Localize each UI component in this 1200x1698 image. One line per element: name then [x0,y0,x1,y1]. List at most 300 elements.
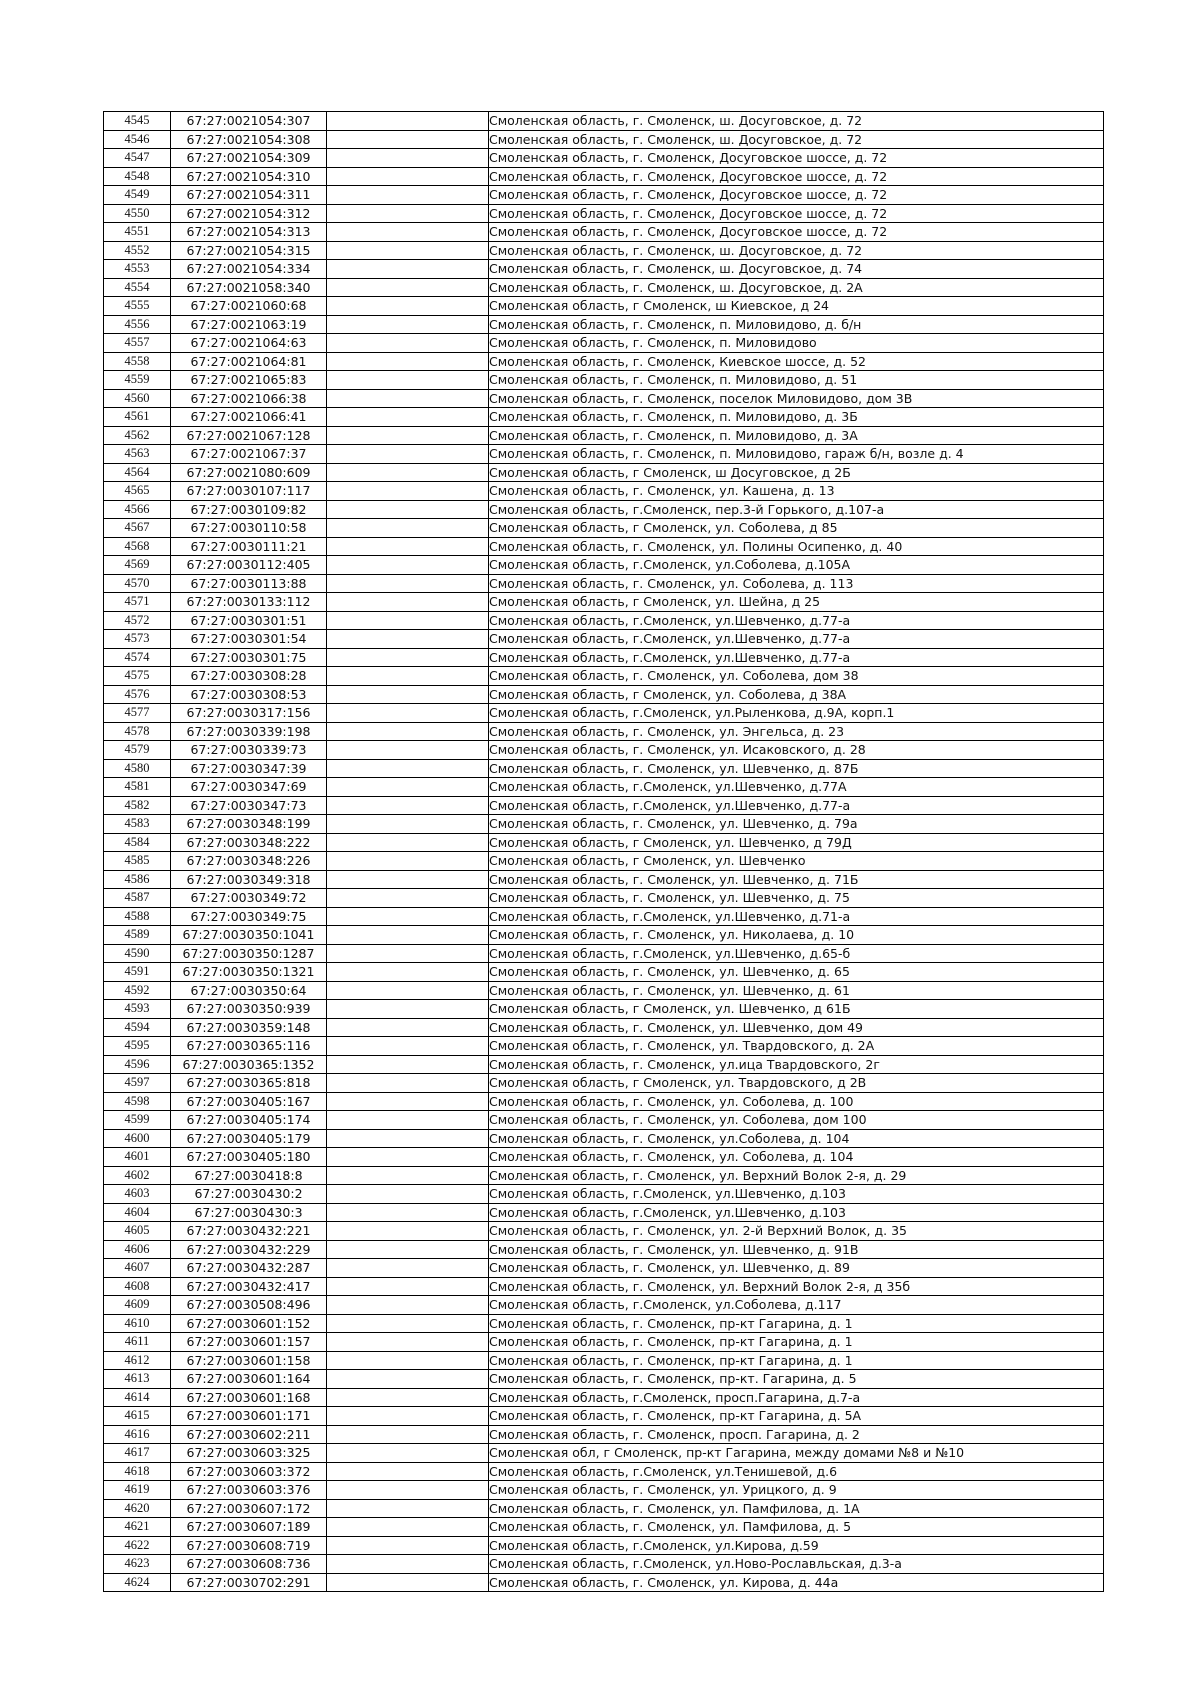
table-row [104,482,1104,501]
cadastral-number-cell: 67:27:0030350:1287 [171,944,327,963]
table-row [104,1555,1104,1574]
address-cell: Смоленская область, г. Смоленск, ул. Николаева, д. 10 [489,926,1104,945]
row-number-cell: 4573 [104,630,171,649]
cadastral-number-cell: 67:27:0021054:312 [171,204,327,223]
row-number-cell: 4617 [104,1444,171,1463]
address-cell: Смоленская область, г. Смоленск, пр-кт. Гагарина, д. 5 [489,1370,1104,1389]
empty-cell [327,1259,489,1278]
table-row [104,704,1104,723]
cadastral-number-cell: 67:27:0021064:63 [171,334,327,353]
empty-cell [327,1573,489,1592]
row-number-cell: 4608 [104,1277,171,1296]
empty-cell [327,260,489,279]
address-cell: Смоленская область, г.Смоленск, пер.3-й Горького, д.107-а [489,500,1104,519]
cadastral-number-cell: 67:27:0021064:81 [171,352,327,371]
table-row [104,944,1104,963]
address-cell: Смоленская область, г. Смоленск, ул. Кирова, д. 44а [489,1573,1104,1592]
row-number-cell: 4586 [104,870,171,889]
empty-cell [327,815,489,834]
address-cell: Смоленская область, г.Смоленск, ул.Тенишевой, д.6 [489,1462,1104,1481]
cadastral-number-cell: 67:27:0021060:68 [171,297,327,316]
address-cell: Смоленская область, г. Смоленск, Досуговское шоссе, д. 72 [489,149,1104,168]
cadastral-number-cell: 67:27:0030349:72 [171,889,327,908]
address-cell: Смоленская область, г Смоленск, ул. Соболева, д 38А [489,685,1104,704]
row-number-cell: 4549 [104,186,171,205]
table-row [104,1333,1104,1352]
empty-cell [327,1444,489,1463]
row-number-cell: 4578 [104,722,171,741]
cadastral-number-cell: 67:27:0030405:179 [171,1129,327,1148]
table-row [104,1185,1104,1204]
empty-cell [327,463,489,482]
address-cell: Смоленская область, г. Смоленск, Киевское шоссе, д. 52 [489,352,1104,371]
cadastral-number-cell: 67:27:0021054:309 [171,149,327,168]
row-number-cell: 4580 [104,759,171,778]
empty-cell [327,1222,489,1241]
address-cell: Смоленская область, г. Смоленск, ш. Досуговское, д. 72 [489,241,1104,260]
table-row [104,1240,1104,1259]
address-cell: Смоленская область, г. Смоленск, ул. Соболева, д. 104 [489,1148,1104,1167]
cadastral-number-cell: 67:27:0030432:417 [171,1277,327,1296]
row-number-cell: 4579 [104,741,171,760]
empty-cell [327,408,489,427]
row-number-cell: 4618 [104,1462,171,1481]
cadastral-number-cell: 67:27:0021067:37 [171,445,327,464]
empty-cell [327,1518,489,1537]
row-number-cell: 4557 [104,334,171,353]
cadastral-number-cell: 67:27:0021058:340 [171,278,327,297]
empty-cell [327,556,489,575]
table-row [104,1370,1104,1389]
table-row [104,500,1104,519]
table-row [104,1351,1104,1370]
cadastral-number-cell: 67:27:0030365:1352 [171,1055,327,1074]
address-cell: Смоленская область, г Смоленск, ул. Шевченко, д 61Б [489,1000,1104,1019]
row-number-cell: 4553 [104,260,171,279]
row-number-cell: 4590 [104,944,171,963]
cadastral-number-cell: 67:27:0030110:58 [171,519,327,538]
row-number-cell: 4600 [104,1129,171,1148]
cadastral-number-cell: 67:27:0030301:54 [171,630,327,649]
empty-cell [327,1499,489,1518]
row-number-cell: 4584 [104,833,171,852]
row-number-cell: 4548 [104,167,171,186]
address-cell: Смоленская область, г. Смоленск, ул. Соболева, д. 100 [489,1092,1104,1111]
empty-cell [327,574,489,593]
address-cell: Смоленская область, г. Смоленск, ул. Кашена, д. 13 [489,482,1104,501]
row-number-cell: 4576 [104,685,171,704]
property-registry-table [103,111,1104,1592]
address-cell: Смоленская область, г. Смоленск, п. Миловидово [489,334,1104,353]
table-row [104,352,1104,371]
table-row [104,796,1104,815]
address-cell: Смоленская область, г. Смоленск, ул. Шевченко, д. 87Б [489,759,1104,778]
empty-cell [327,944,489,963]
cadastral-number-cell: 67:27:0030432:229 [171,1240,327,1259]
address-cell: Смоленская область, г. Смоленск, ул. Шевченко, д. 91В [489,1240,1104,1259]
empty-cell [327,593,489,612]
row-number-cell: 4551 [104,223,171,242]
empty-cell [327,371,489,390]
table-row [104,1055,1104,1074]
cadastral-number-cell: 67:27:0030702:291 [171,1573,327,1592]
row-number-cell: 4559 [104,371,171,390]
empty-cell [327,1111,489,1130]
empty-cell [327,167,489,186]
row-number-cell: 4593 [104,1000,171,1019]
empty-cell [327,926,489,945]
row-number-cell: 4568 [104,537,171,556]
table-row [104,204,1104,223]
cadastral-number-cell: 67:27:0030365:818 [171,1074,327,1093]
row-number-cell: 4547 [104,149,171,168]
empty-cell [327,963,489,982]
row-number-cell: 4614 [104,1388,171,1407]
cadastral-number-cell: 67:27:0021080:609 [171,463,327,482]
cadastral-number-cell: 67:27:0030111:21 [171,537,327,556]
empty-cell [327,1074,489,1093]
row-number-cell: 4607 [104,1259,171,1278]
address-cell: Смоленская область, г. Смоленск, ул. Шевченко, д. 65 [489,963,1104,982]
cadastral-number-cell: 67:27:0021067:128 [171,426,327,445]
empty-cell [327,352,489,371]
empty-cell [327,648,489,667]
empty-cell [327,204,489,223]
empty-cell [327,759,489,778]
table-row [104,907,1104,926]
cadastral-number-cell: 67:27:0030349:75 [171,907,327,926]
row-number-cell: 4546 [104,130,171,149]
row-number-cell: 4558 [104,352,171,371]
table-row [104,1499,1104,1518]
row-number-cell: 4588 [104,907,171,926]
row-number-cell: 4589 [104,926,171,945]
table-row [104,334,1104,353]
empty-cell [327,1203,489,1222]
cadastral-number-cell: 67:27:0030608:719 [171,1536,327,1555]
empty-cell [327,278,489,297]
cadastral-number-cell: 67:27:0021066:41 [171,408,327,427]
row-number-cell: 4602 [104,1166,171,1185]
cadastral-number-cell: 67:27:0030347:39 [171,759,327,778]
cadastral-number-cell: 67:27:0030339:198 [171,722,327,741]
row-number-cell: 4612 [104,1351,171,1370]
row-number-cell: 4597 [104,1074,171,1093]
table-row [104,611,1104,630]
cadastral-number-cell: 67:27:0030508:496 [171,1296,327,1315]
address-cell: Смоленская область, г.Смоленск, ул.Ново-Рославльская, д.3-а [489,1555,1104,1574]
row-number-cell: 4592 [104,981,171,1000]
empty-cell [327,611,489,630]
cadastral-number-cell: 67:27:0030607:189 [171,1518,327,1537]
table-row [104,371,1104,390]
cadastral-number-cell: 67:27:0030107:117 [171,482,327,501]
row-number-cell: 4615 [104,1407,171,1426]
cadastral-number-cell: 67:27:0030601:152 [171,1314,327,1333]
cadastral-number-cell: 67:27:0030113:88 [171,574,327,593]
empty-cell [327,704,489,723]
empty-cell [327,722,489,741]
address-cell: Смоленская область, г Смоленск, ш Досуговское, д 2Б [489,463,1104,482]
empty-cell [327,796,489,815]
table-row [104,1536,1104,1555]
cadastral-number-cell: 67:27:0030350:939 [171,1000,327,1019]
empty-cell [327,1185,489,1204]
row-number-cell: 4561 [104,408,171,427]
row-number-cell: 4622 [104,1536,171,1555]
empty-cell [327,389,489,408]
cadastral-number-cell: 67:27:0030350:64 [171,981,327,1000]
table-row [104,1277,1104,1296]
row-number-cell: 4619 [104,1481,171,1500]
table-row [104,870,1104,889]
cadastral-number-cell: 67:27:0021054:307 [171,112,327,131]
row-number-cell: 4609 [104,1296,171,1315]
cadastral-number-cell: 67:27:0030348:226 [171,852,327,871]
row-number-cell: 4552 [104,241,171,260]
row-number-cell: 4564 [104,463,171,482]
table-row [104,889,1104,908]
cadastral-number-cell: 67:27:0021066:38 [171,389,327,408]
address-cell: Смоленская область, г. Смоленск, ул. Шевченко, д. 79а [489,815,1104,834]
address-cell: Смоленская область, г. Смоленск, ул.ица Твардовского, 2г [489,1055,1104,1074]
table-row [104,112,1104,131]
address-cell: Смоленская область, г.Смоленск, ул.Шевченко, д.77А [489,778,1104,797]
address-cell: Смоленская область, г. Смоленск, п. Миловидово, д. 51 [489,371,1104,390]
cadastral-number-cell: 67:27:0030405:174 [171,1111,327,1130]
table-row [104,1259,1104,1278]
cadastral-number-cell: 67:27:0021054:311 [171,186,327,205]
row-number-cell: 4562 [104,426,171,445]
table-row [104,1518,1104,1537]
table-row [104,297,1104,316]
cadastral-number-cell: 67:27:0030602:211 [171,1425,327,1444]
address-cell: Смоленская область, г. Смоленск, п. Миловидово, д. б/н [489,315,1104,334]
cadastral-number-cell: 67:27:0021054:310 [171,167,327,186]
address-cell: Смоленская область, г Смоленск, ул. Шевченко [489,852,1104,871]
row-number-cell: 4569 [104,556,171,575]
table-row [104,149,1104,168]
empty-cell [327,149,489,168]
row-number-cell: 4572 [104,611,171,630]
table-row [104,926,1104,945]
row-number-cell: 4620 [104,1499,171,1518]
cadastral-number-cell: 67:27:0030301:75 [171,648,327,667]
address-cell: Смоленская область, г Смоленск, ул. Соболева, д 85 [489,519,1104,538]
empty-cell [327,1388,489,1407]
empty-cell [327,445,489,464]
empty-cell [327,685,489,704]
cadastral-number-cell: 67:27:0030317:156 [171,704,327,723]
table-row [104,315,1104,334]
empty-cell [327,870,489,889]
cadastral-number-cell: 67:27:0030430:2 [171,1185,327,1204]
cadastral-number-cell: 67:27:0030432:287 [171,1259,327,1278]
address-cell: Смоленская область, г. Смоленск, ул. Шевченко, д. 75 [489,889,1104,908]
cadastral-number-cell: 67:27:0030350:1321 [171,963,327,982]
table-row [104,1388,1104,1407]
cadastral-number-cell: 67:27:0030339:73 [171,741,327,760]
cadastral-number-cell: 67:27:0030603:376 [171,1481,327,1500]
row-number-cell: 4595 [104,1037,171,1056]
table-row [104,778,1104,797]
cadastral-number-cell: 67:27:0030603:372 [171,1462,327,1481]
address-cell: Смоленская область, г. Смоленск, ул. Шевченко, д. 89 [489,1259,1104,1278]
address-cell: Смоленская область, г.Смоленск, ул.Шевченко, д.65-б [489,944,1104,963]
row-number-cell: 4603 [104,1185,171,1204]
cadastral-number-cell: 67:27:0030347:69 [171,778,327,797]
cadastral-number-cell: 67:27:0030405:180 [171,1148,327,1167]
empty-cell [327,130,489,149]
row-number-cell: 4581 [104,778,171,797]
row-number-cell: 4585 [104,852,171,871]
cadastral-number-cell: 67:27:0030601:164 [171,1370,327,1389]
empty-cell [327,852,489,871]
address-cell: Смоленская область, г. Смоленск, ул. 2-й Верхний Волок, д. 35 [489,1222,1104,1241]
cadastral-number-cell: 67:27:0030348:199 [171,815,327,834]
table-row [104,852,1104,871]
empty-cell [327,241,489,260]
table-row [104,1037,1104,1056]
cadastral-number-cell: 67:27:0030109:82 [171,500,327,519]
row-number-cell: 4575 [104,667,171,686]
table-row [104,1444,1104,1463]
table-row [104,1148,1104,1167]
cadastral-number-cell: 67:27:0030601:157 [171,1333,327,1352]
table-row [104,1074,1104,1093]
row-number-cell: 4563 [104,445,171,464]
address-cell: Смоленская область, г. Смоленск, ул. Исаковского, д. 28 [489,741,1104,760]
address-cell: Смоленская область, г. Смоленск, ул. Шевченко, д. 61 [489,981,1104,1000]
table-row [104,1573,1104,1592]
empty-cell [327,1536,489,1555]
empty-cell [327,297,489,316]
cadastral-number-cell: 67:27:0030601:168 [171,1388,327,1407]
address-cell: Смоленская область, г. Смоленск, ул. Верхний Волок 2-я, д 35б [489,1277,1104,1296]
table-row [104,1129,1104,1148]
address-cell: Смоленская область, г. Смоленск, Досуговское шоссе, д. 72 [489,186,1104,205]
empty-cell [327,482,489,501]
empty-cell [327,1037,489,1056]
cadastral-number-cell: 67:27:0021054:308 [171,130,327,149]
address-cell: Смоленская область, г. Смоленск, ш. Досуговское, д. 74 [489,260,1104,279]
row-number-cell: 4566 [104,500,171,519]
table-row [104,1407,1104,1426]
row-number-cell: 4596 [104,1055,171,1074]
row-number-cell: 4554 [104,278,171,297]
row-number-cell: 4601 [104,1148,171,1167]
table-row [104,593,1104,612]
table-row [104,981,1104,1000]
table-row [104,722,1104,741]
table-row [104,759,1104,778]
row-number-cell: 4623 [104,1555,171,1574]
address-cell: Смоленская область, г. Смоленск, ул. Памфилова, д. 1А [489,1499,1104,1518]
empty-cell [327,186,489,205]
address-cell: Смоленская область, г Смоленск, ул. Шейна, д 25 [489,593,1104,612]
row-number-cell: 4605 [104,1222,171,1241]
row-number-cell: 4570 [104,574,171,593]
row-number-cell: 4571 [104,593,171,612]
address-cell: Смоленская область, г Смоленск, ул. Шевченко, д 79Д [489,833,1104,852]
empty-cell [327,907,489,926]
address-cell: Смоленская область, г. Смоленск, ул. Энгельса, д. 23 [489,722,1104,741]
cadastral-number-cell: 67:27:0021065:83 [171,371,327,390]
cadastral-number-cell: 67:27:0030430:3 [171,1203,327,1222]
row-number-cell: 4577 [104,704,171,723]
cadastral-number-cell: 67:27:0030349:318 [171,870,327,889]
table-row [104,741,1104,760]
empty-cell [327,1129,489,1148]
cadastral-number-cell: 67:27:0030350:1041 [171,926,327,945]
row-number-cell: 4611 [104,1333,171,1352]
cadastral-number-cell: 67:27:0030418:8 [171,1166,327,1185]
table-row [104,1203,1104,1222]
address-cell: Смоленская область, г.Смоленск, ул.Рыленкова, д.9А, корп.1 [489,704,1104,723]
empty-cell [327,1314,489,1333]
empty-cell [327,1333,489,1352]
empty-cell [327,1148,489,1167]
empty-cell [327,630,489,649]
address-cell: Смоленская область, г. Смоленск, пр-кт Гагарина, д. 1 [489,1314,1104,1333]
empty-cell [327,500,489,519]
empty-cell [327,1555,489,1574]
row-number-cell: 4550 [104,204,171,223]
table-row [104,648,1104,667]
row-number-cell: 4555 [104,297,171,316]
empty-cell [327,1425,489,1444]
table-row [104,1092,1104,1111]
address-cell: Смоленская область, г.Смоленск, ул.Кирова, д.59 [489,1536,1104,1555]
table-row [104,815,1104,834]
empty-cell [327,1092,489,1111]
table-row [104,241,1104,260]
row-number-cell: 4567 [104,519,171,538]
address-cell: Смоленская область, г. Смоленск, Досуговское шоссе, д. 72 [489,167,1104,186]
address-cell: Смоленская область, г.Смоленск, просп.Гагарина, д.7-а [489,1388,1104,1407]
address-cell: Смоленская область, г. Смоленск, ул. Урицкого, д. 9 [489,1481,1104,1500]
empty-cell [327,223,489,242]
address-cell: Смоленская область, г.Смоленск, ул.Шевченко, д.77-а [489,630,1104,649]
cadastral-number-cell: 67:27:0021054:313 [171,223,327,242]
address-cell: Смоленская область, г. Смоленск, ш. Досуговское, д. 2А [489,278,1104,297]
empty-cell [327,315,489,334]
row-number-cell: 4606 [104,1240,171,1259]
row-number-cell: 4604 [104,1203,171,1222]
cadastral-number-cell: 67:27:0030301:51 [171,611,327,630]
address-cell: Смоленская область, г. Смоленск, ул. Шевченко, дом 49 [489,1018,1104,1037]
row-number-cell: 4587 [104,889,171,908]
cadastral-number-cell: 67:27:0030432:221 [171,1222,327,1241]
address-cell: Смоленская область, г. Смоленск, просп. Гагарина, д. 2 [489,1425,1104,1444]
address-cell: Смоленская обл, г Смоленск, пр-кт Гагарина, между домами №8 и №10 [489,1444,1104,1463]
address-cell: Смоленская область, г. Смоленск, ул. Верхний Волок 2-я, д. 29 [489,1166,1104,1185]
empty-cell [327,889,489,908]
table-row [104,260,1104,279]
address-cell: Смоленская область, г.Смоленск, ул.Шевченко, д.77-а [489,648,1104,667]
address-cell: Смоленская область, г. Смоленск, ул. Соболева, дом 38 [489,667,1104,686]
address-cell: Смоленская область, г.Смоленск, ул.Шевченко, д.103 [489,1185,1104,1204]
row-number-cell: 4624 [104,1573,171,1592]
row-number-cell: 4574 [104,648,171,667]
table-row [104,408,1104,427]
registry-table-body [104,112,1104,1592]
address-cell: Смоленская область, г.Смоленск, ул.Соболева, д.105А [489,556,1104,575]
empty-cell [327,981,489,1000]
empty-cell [327,667,489,686]
empty-cell [327,1240,489,1259]
address-cell: Смоленская область, г. Смоленск, пр-кт Гагарина, д. 1 [489,1351,1104,1370]
